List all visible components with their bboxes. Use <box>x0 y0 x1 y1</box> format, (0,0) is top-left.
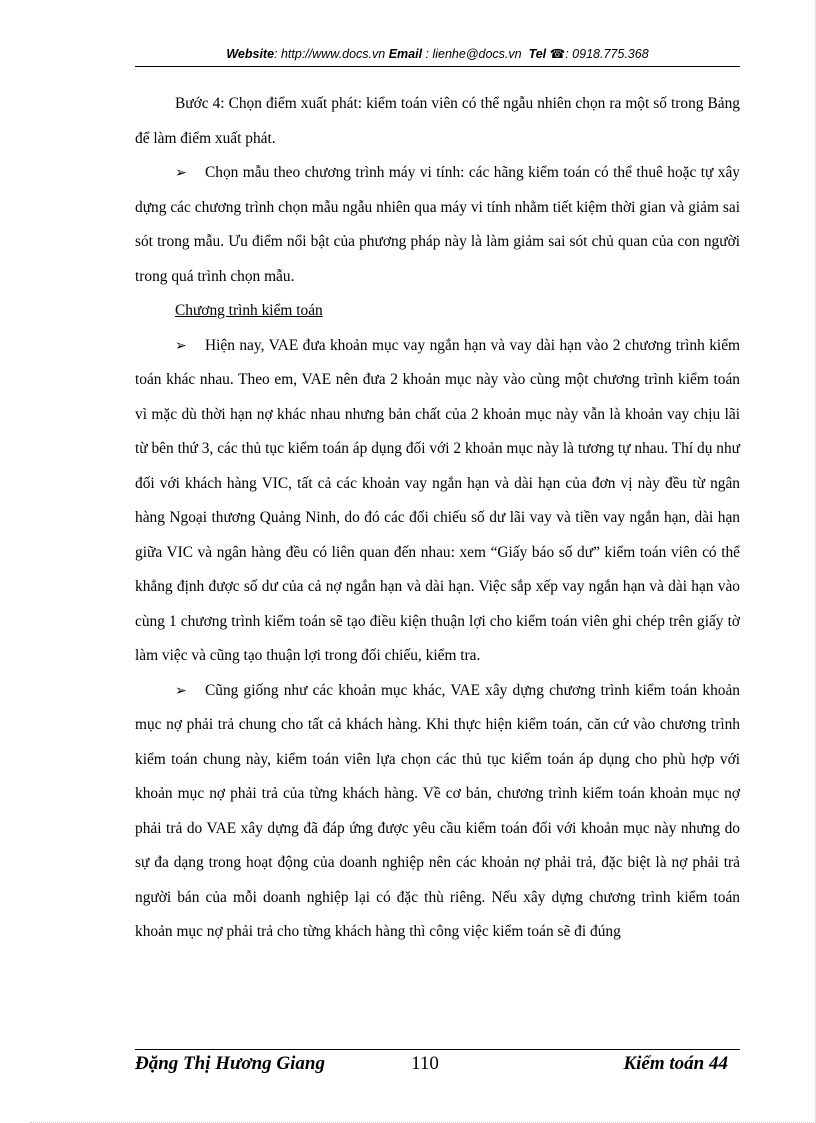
page-content <box>135 87 740 950</box>
paragraph-text: Cũng giống như các khoản mục khác, VAE xây dựng chương trình kiểm toán khoản mục nợ phải trả chung cho tất cả khách hàng. Khi thực hiện kiểm toán, căn cứ vào chương trình kiểm toán chung này, kiểm toán viên lựa chọn các thủ tục kiểm toán áp dụng cho phù hợp với khoản mục nợ phải trả của từng khách hàng. Về cơ bản, chương trình kiểm toán khoản mục nợ phải trả do VAE xây dựng đã đáp ứng được yêu cầu kiểm toán đối với khoản mục này nhưng do sự đa dạng trong hoạt động của doanh nghiệp nên các khoản nợ phải trả, đặc biệt là nợ phải trả người bán của mỗi doanh nghiệp lại có đặc thù riêng. Nếu xây dựng chương trình kiểm toán khoản mục nợ phải trả cho từng khách hàng thì công việc kiểm toán sẽ đi đúng <box>135 681 740 940</box>
email-value[interactable]: lienhe@docs.vn <box>432 47 522 61</box>
page-header <box>135 46 740 61</box>
section-heading <box>135 294 740 329</box>
paragraph-computer-sampling <box>135 156 740 294</box>
tel-label: Tel <box>528 47 547 61</box>
paragraph-loans-program <box>135 329 740 674</box>
paragraph-text: Hiện nay, VAE đưa khoản mục vay ngắn hạn và vay dài hạn vào 2 chương trình kiểm toán khác nhau. Theo em, VAE nên đưa 2 khoản mục này vào cùng một chương trình kiểm toán vì mặc dù thời hạn nợ khác nhau nhưng bản chất của 2 khoản mục này vẫn là khoản vay chịu lãi từ bên thứ 3, các thủ tục kiểm toán áp dụng đối với 2 khoản mục này là tương tự nhau. Thí dụ như đối với khách hàng VIC, tất cả các khoản vay ngắn hạn và dài hạn của đơn vị này đều từ ngân hàng Ngoại thương Quảng Ninh, do đó các đối chiếu số dư lãi vay và tiền vay ngắn hạn, dài hạn giữa VIC và ngân hàng đều có liên quan đến nhau: xem “Giấy báo số dư” kiểm toán viên có thể khẳng định được số dư của cả nợ ngắn hạn và dài hạn. Việc sắp xếp vay ngắn hạn và dài hạn vào cùng 1 chương trình kiểm toán sẽ tạo điều kiện thuận lợi cho kiểm toán viên ghi chép trên giấy tờ làm việc và cũng tạo thuận lợi trong đối chiếu, kiểm tra. <box>135 336 740 664</box>
arrow-bullet-icon: ➢ <box>175 337 187 354</box>
page-number: 110 <box>411 1053 439 1074</box>
header-divider <box>135 66 740 67</box>
section-heading-text: Chương trình kiểm toán <box>175 302 323 319</box>
footer-author: Đặng Thị Hương Giang <box>135 1053 325 1074</box>
website-separator: : <box>274 47 281 61</box>
paragraph-step-4: Bước 4: Chọn điểm xuất phát: kiểm toán viên có thể ngẫu nhiên chọn ra một số trong Bảng để làm điểm xuất phát. <box>135 95 740 147</box>
arrow-bullet-icon: ➢ <box>175 165 187 181</box>
arrow-bullet-icon: ➢ <box>175 682 187 699</box>
paragraph-text: Chọn mẫu theo chương trình máy vi tính: các hãng kiểm toán có thể thuê hoặc tự xây dựng các chương trình chọn mẫu ngẫu nhiên qua máy vi tính nhằm tiết kiệm thời gian và giảm sai sót trong mẫu. Ưu điểm nổi bật của phương pháp này là làm giảm sai sót chủ quan của con người trong quá trình chọn mẫu. <box>135 164 740 285</box>
paragraph-payables-program <box>135 674 740 950</box>
page-footer <box>135 1053 740 1079</box>
website-label: Website <box>226 47 275 61</box>
telephone-icon: ☎ <box>549 47 566 61</box>
email-separator: : <box>422 47 433 61</box>
footer-divider <box>135 1049 740 1050</box>
email-label: Email <box>388 47 423 61</box>
tel-value: : 0918.775.368 <box>565 47 649 61</box>
footer-course: Kiểm toán 44 <box>623 1053 728 1074</box>
website-url[interactable]: http://www.docs.vn <box>280 47 386 61</box>
